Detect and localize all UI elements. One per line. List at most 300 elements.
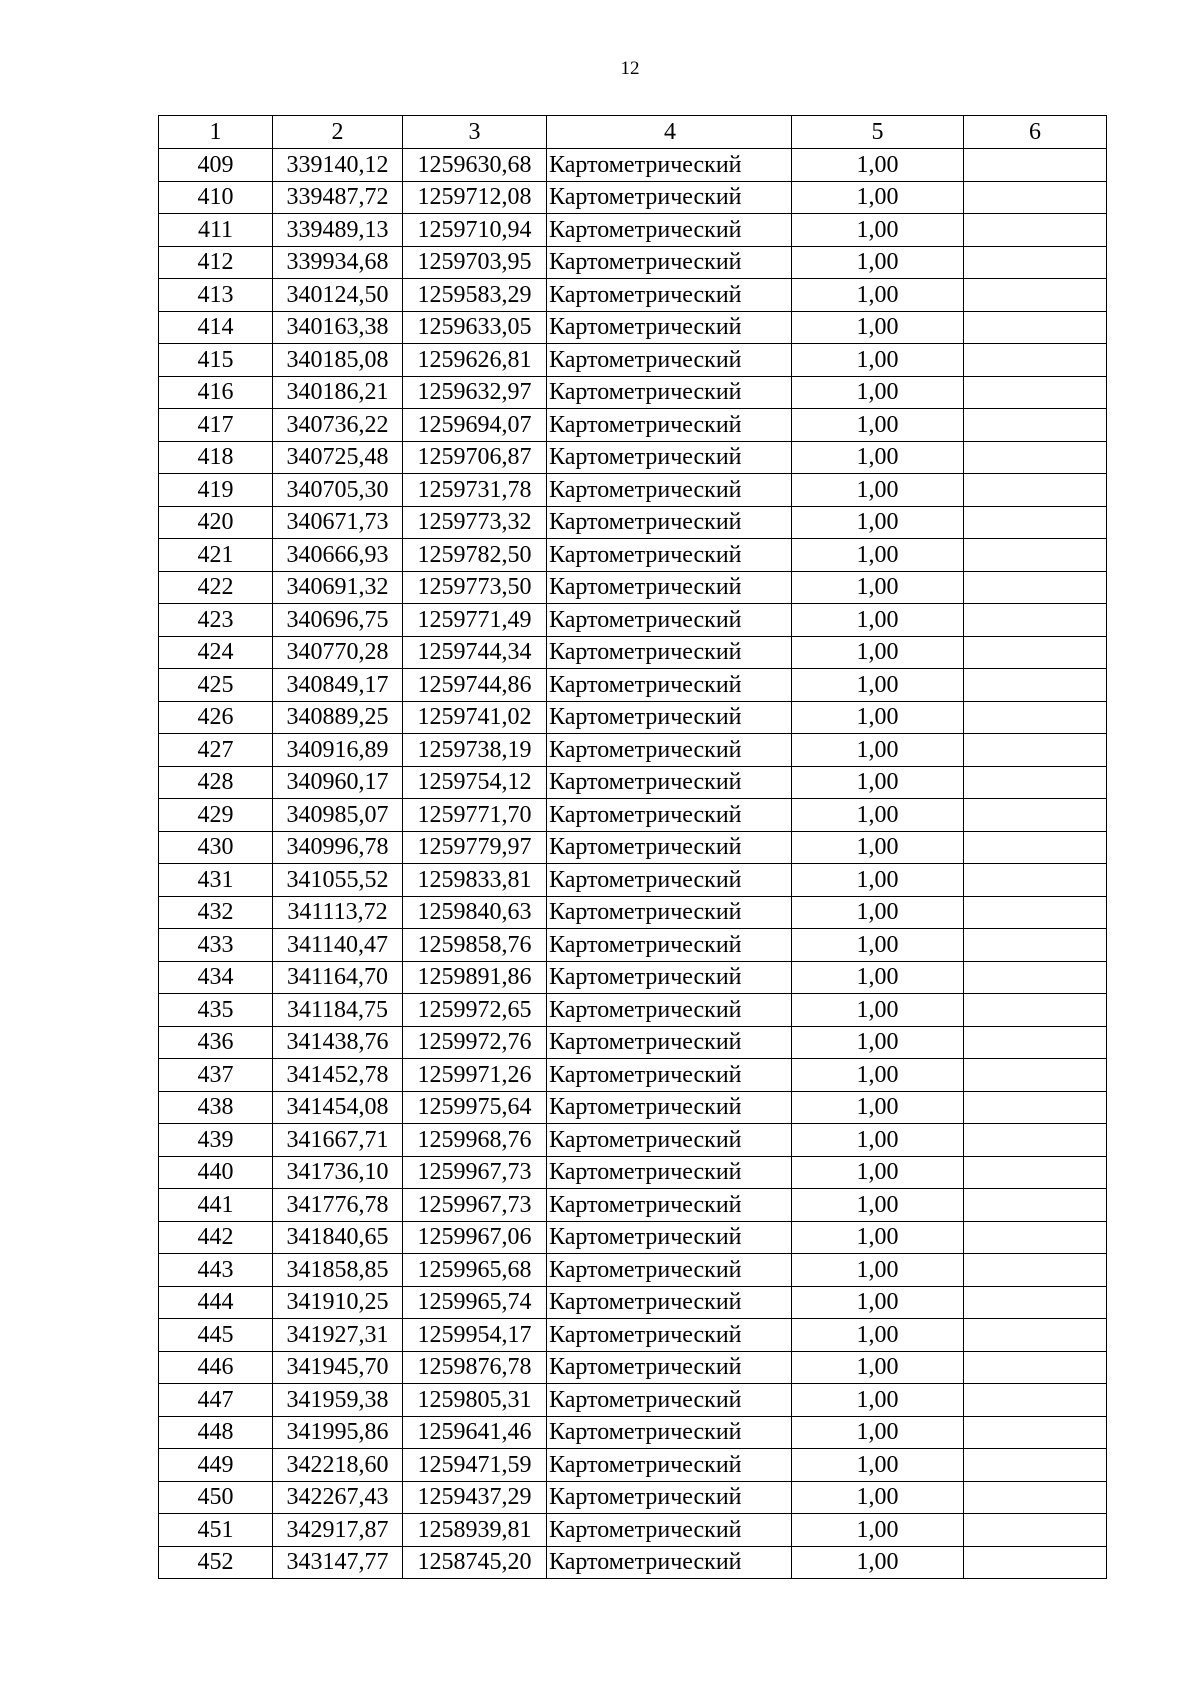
y-coordinate-cell: 1259965,68 — [403, 1254, 547, 1287]
notes-cell — [964, 181, 1107, 214]
notes-cell — [964, 571, 1107, 604]
point-number-cell: 409 — [159, 149, 273, 182]
notes-cell — [964, 344, 1107, 377]
y-coordinate-cell: 1259975,64 — [403, 1091, 547, 1124]
notes-cell — [964, 1189, 1107, 1222]
notes-cell — [964, 1286, 1107, 1319]
accuracy-cell: 1,00 — [792, 864, 964, 897]
x-coordinate-cell: 341910,25 — [273, 1286, 403, 1319]
method-cell: Картометрический — [547, 734, 792, 767]
method-cell: Картометрический — [547, 506, 792, 539]
notes-cell — [964, 474, 1107, 507]
accuracy-cell: 1,00 — [792, 1156, 964, 1189]
y-coordinate-cell: 1259773,50 — [403, 571, 547, 604]
notes-cell — [964, 506, 1107, 539]
point-number-cell: 422 — [159, 571, 273, 604]
notes-cell — [964, 1351, 1107, 1384]
method-cell: Картометрический — [547, 279, 792, 312]
y-coordinate-cell: 1259583,29 — [403, 279, 547, 312]
notes-cell — [964, 799, 1107, 832]
x-coordinate-cell: 339489,13 — [273, 214, 403, 247]
table-body — [159, 116, 1107, 1579]
method-cell: Картометрический — [547, 1481, 792, 1514]
accuracy-cell: 1,00 — [792, 539, 964, 572]
notes-cell — [964, 1319, 1107, 1352]
point-number-cell: 416 — [159, 376, 273, 409]
method-cell: Картометрический — [547, 961, 792, 994]
table-row — [159, 1156, 1107, 1189]
y-coordinate-cell: 1259744,34 — [403, 636, 547, 669]
table-row — [159, 246, 1107, 279]
method-cell: Картометрический — [547, 311, 792, 344]
y-coordinate-cell: 1259972,76 — [403, 1026, 547, 1059]
table-row — [159, 961, 1107, 994]
x-coordinate-cell: 340671,73 — [273, 506, 403, 539]
table-row — [159, 1286, 1107, 1319]
x-coordinate-cell: 342218,60 — [273, 1449, 403, 1482]
x-coordinate-cell: 341164,70 — [273, 961, 403, 994]
y-coordinate-cell: 1259744,86 — [403, 669, 547, 702]
point-number-cell: 426 — [159, 701, 273, 734]
x-coordinate-cell: 340124,50 — [273, 279, 403, 312]
y-coordinate-cell: 1259773,32 — [403, 506, 547, 539]
notes-cell — [964, 864, 1107, 897]
column-header: 4 — [547, 116, 792, 149]
notes-cell — [964, 539, 1107, 572]
table-row — [159, 1059, 1107, 1092]
x-coordinate-cell: 340185,08 — [273, 344, 403, 377]
point-number-cell: 420 — [159, 506, 273, 539]
y-coordinate-cell: 1259633,05 — [403, 311, 547, 344]
method-cell: Картометрический — [547, 474, 792, 507]
y-coordinate-cell: 1259703,95 — [403, 246, 547, 279]
point-number-cell: 450 — [159, 1481, 273, 1514]
notes-cell — [964, 961, 1107, 994]
notes-cell — [964, 279, 1107, 312]
point-number-cell: 429 — [159, 799, 273, 832]
method-cell: Картометрический — [547, 571, 792, 604]
x-coordinate-cell: 340691,32 — [273, 571, 403, 604]
table-row — [159, 636, 1107, 669]
column-header: 6 — [964, 116, 1107, 149]
accuracy-cell: 1,00 — [792, 474, 964, 507]
accuracy-cell: 1,00 — [792, 571, 964, 604]
point-number-cell: 447 — [159, 1384, 273, 1417]
x-coordinate-cell: 342267,43 — [273, 1481, 403, 1514]
method-cell: Картометрический — [547, 344, 792, 377]
notes-cell — [964, 1384, 1107, 1417]
x-coordinate-cell: 341945,70 — [273, 1351, 403, 1384]
table-row — [159, 929, 1107, 962]
y-coordinate-cell: 1259805,31 — [403, 1384, 547, 1417]
table-row — [159, 1546, 1107, 1579]
point-number-cell: 435 — [159, 994, 273, 1027]
point-number-cell: 449 — [159, 1449, 273, 1482]
method-cell: Картометрический — [547, 994, 792, 1027]
method-cell: Картометрический — [547, 1449, 792, 1482]
x-coordinate-cell: 340770,28 — [273, 636, 403, 669]
point-number-cell: 427 — [159, 734, 273, 767]
method-cell: Картометрический — [547, 1319, 792, 1352]
table-row — [159, 1449, 1107, 1482]
x-coordinate-cell: 340666,93 — [273, 539, 403, 572]
notes-cell — [964, 669, 1107, 702]
y-coordinate-cell: 1259471,59 — [403, 1449, 547, 1482]
table-row — [159, 311, 1107, 344]
x-coordinate-cell: 340736,22 — [273, 409, 403, 442]
point-number-cell: 419 — [159, 474, 273, 507]
accuracy-cell: 1,00 — [792, 149, 964, 182]
y-coordinate-cell: 1259779,97 — [403, 831, 547, 864]
point-number-cell: 439 — [159, 1124, 273, 1157]
notes-cell — [964, 311, 1107, 344]
column-header: 2 — [273, 116, 403, 149]
method-cell: Картометрический — [547, 1091, 792, 1124]
table-row — [159, 1254, 1107, 1287]
notes-cell — [964, 1091, 1107, 1124]
y-coordinate-cell: 1259968,76 — [403, 1124, 547, 1157]
method-cell: Картометрический — [547, 246, 792, 279]
table-row — [159, 1091, 1107, 1124]
method-cell: Картометрический — [547, 604, 792, 637]
y-coordinate-cell: 1259771,70 — [403, 799, 547, 832]
point-number-cell: 423 — [159, 604, 273, 637]
y-coordinate-cell: 1259754,12 — [403, 766, 547, 799]
x-coordinate-cell: 340163,38 — [273, 311, 403, 344]
table-row — [159, 864, 1107, 897]
notes-cell — [964, 1221, 1107, 1254]
point-number-cell: 436 — [159, 1026, 273, 1059]
table-row — [159, 539, 1107, 572]
x-coordinate-cell: 341438,76 — [273, 1026, 403, 1059]
notes-cell — [964, 376, 1107, 409]
method-cell: Картометрический — [547, 701, 792, 734]
point-number-cell: 444 — [159, 1286, 273, 1319]
notes-cell — [964, 1449, 1107, 1482]
x-coordinate-cell: 340985,07 — [273, 799, 403, 832]
method-cell: Картометрический — [547, 214, 792, 247]
notes-cell — [964, 636, 1107, 669]
x-coordinate-cell: 341736,10 — [273, 1156, 403, 1189]
point-number-cell: 431 — [159, 864, 273, 897]
y-coordinate-cell: 1259641,46 — [403, 1416, 547, 1449]
x-coordinate-cell: 340186,21 — [273, 376, 403, 409]
point-number-cell: 432 — [159, 896, 273, 929]
point-number-cell: 410 — [159, 181, 273, 214]
accuracy-cell: 1,00 — [792, 1254, 964, 1287]
coordinates-table — [158, 115, 1107, 1579]
method-cell: Картометрический — [547, 149, 792, 182]
y-coordinate-cell: 1259626,81 — [403, 344, 547, 377]
method-cell: Картометрический — [547, 1124, 792, 1157]
method-cell: Картометрический — [547, 669, 792, 702]
method-cell: Картометрический — [547, 1189, 792, 1222]
accuracy-cell: 1,00 — [792, 409, 964, 442]
table-row — [159, 1221, 1107, 1254]
x-coordinate-cell: 343147,77 — [273, 1546, 403, 1579]
method-cell: Картометрический — [547, 766, 792, 799]
point-number-cell: 451 — [159, 1514, 273, 1547]
point-number-cell: 438 — [159, 1091, 273, 1124]
notes-cell — [964, 734, 1107, 767]
table-row — [159, 994, 1107, 1027]
table-row — [159, 896, 1107, 929]
point-number-cell: 442 — [159, 1221, 273, 1254]
method-cell: Картометрический — [547, 376, 792, 409]
accuracy-cell: 1,00 — [792, 831, 964, 864]
method-cell: Картометрический — [547, 1059, 792, 1092]
table-row — [159, 181, 1107, 214]
point-number-cell: 448 — [159, 1416, 273, 1449]
table-row — [159, 571, 1107, 604]
table-row — [159, 149, 1107, 182]
accuracy-cell: 1,00 — [792, 1416, 964, 1449]
table-row — [159, 441, 1107, 474]
accuracy-cell: 1,00 — [792, 506, 964, 539]
x-coordinate-cell: 341927,31 — [273, 1319, 403, 1352]
table-row — [159, 506, 1107, 539]
method-cell: Картометрический — [547, 1156, 792, 1189]
accuracy-cell: 1,00 — [792, 1286, 964, 1319]
accuracy-cell: 1,00 — [792, 799, 964, 832]
accuracy-cell: 1,00 — [792, 376, 964, 409]
point-number-cell: 425 — [159, 669, 273, 702]
y-coordinate-cell: 1259833,81 — [403, 864, 547, 897]
point-number-cell: 414 — [159, 311, 273, 344]
accuracy-cell: 1,00 — [792, 1189, 964, 1222]
table-row — [159, 1026, 1107, 1059]
accuracy-cell: 1,00 — [792, 929, 964, 962]
accuracy-cell: 1,00 — [792, 994, 964, 1027]
x-coordinate-cell: 340725,48 — [273, 441, 403, 474]
method-cell: Картометрический — [547, 441, 792, 474]
notes-cell — [964, 831, 1107, 864]
notes-cell — [964, 409, 1107, 442]
accuracy-cell: 1,00 — [792, 961, 964, 994]
notes-cell — [964, 701, 1107, 734]
x-coordinate-cell: 339934,68 — [273, 246, 403, 279]
x-coordinate-cell: 340916,89 — [273, 734, 403, 767]
point-number-cell: 421 — [159, 539, 273, 572]
point-number-cell: 417 — [159, 409, 273, 442]
table-row — [159, 344, 1107, 377]
notes-cell — [964, 1156, 1107, 1189]
method-cell: Картометрический — [547, 1026, 792, 1059]
accuracy-cell: 1,00 — [792, 1449, 964, 1482]
x-coordinate-cell: 339487,72 — [273, 181, 403, 214]
x-coordinate-cell: 341840,65 — [273, 1221, 403, 1254]
notes-cell — [964, 149, 1107, 182]
x-coordinate-cell: 341452,78 — [273, 1059, 403, 1092]
x-coordinate-cell: 340696,75 — [273, 604, 403, 637]
x-coordinate-cell: 341113,72 — [273, 896, 403, 929]
y-coordinate-cell: 1259972,65 — [403, 994, 547, 1027]
table-row — [159, 1124, 1107, 1157]
table-row — [159, 474, 1107, 507]
notes-cell — [964, 604, 1107, 637]
column-header: 3 — [403, 116, 547, 149]
accuracy-cell: 1,00 — [792, 1546, 964, 1579]
y-coordinate-cell: 1259630,68 — [403, 149, 547, 182]
point-number-cell: 433 — [159, 929, 273, 962]
accuracy-cell: 1,00 — [792, 441, 964, 474]
table-row — [159, 799, 1107, 832]
accuracy-cell: 1,00 — [792, 734, 964, 767]
accuracy-cell: 1,00 — [792, 1221, 964, 1254]
y-coordinate-cell: 1259954,17 — [403, 1319, 547, 1352]
accuracy-cell: 1,00 — [792, 246, 964, 279]
accuracy-cell: 1,00 — [792, 636, 964, 669]
table-row — [159, 1481, 1107, 1514]
method-cell: Картометрический — [547, 1254, 792, 1287]
accuracy-cell: 1,00 — [792, 701, 964, 734]
table-row — [159, 409, 1107, 442]
x-coordinate-cell: 340889,25 — [273, 701, 403, 734]
point-number-cell: 440 — [159, 1156, 273, 1189]
accuracy-cell: 1,00 — [792, 766, 964, 799]
x-coordinate-cell: 340996,78 — [273, 831, 403, 864]
table-row — [159, 1514, 1107, 1547]
method-cell: Картометрический — [547, 1384, 792, 1417]
method-cell: Картометрический — [547, 831, 792, 864]
y-coordinate-cell: 1259782,50 — [403, 539, 547, 572]
x-coordinate-cell: 339140,12 — [273, 149, 403, 182]
y-coordinate-cell: 1259710,94 — [403, 214, 547, 247]
page-number: 12 — [620, 58, 640, 79]
method-cell: Картометрический — [547, 896, 792, 929]
y-coordinate-cell: 1259891,86 — [403, 961, 547, 994]
table-row — [159, 766, 1107, 799]
notes-cell — [964, 766, 1107, 799]
accuracy-cell: 1,00 — [792, 669, 964, 702]
method-cell: Картометрический — [547, 864, 792, 897]
y-coordinate-cell: 1259712,08 — [403, 181, 547, 214]
table-row — [159, 701, 1107, 734]
y-coordinate-cell: 1259771,49 — [403, 604, 547, 637]
method-cell: Картометрический — [547, 1546, 792, 1579]
x-coordinate-cell: 341858,85 — [273, 1254, 403, 1287]
method-cell: Картометрический — [547, 929, 792, 962]
method-cell: Картометрический — [547, 181, 792, 214]
accuracy-cell: 1,00 — [792, 1059, 964, 1092]
accuracy-cell: 1,00 — [792, 311, 964, 344]
y-coordinate-cell: 1259840,63 — [403, 896, 547, 929]
notes-cell — [964, 441, 1107, 474]
y-coordinate-cell: 1259967,06 — [403, 1221, 547, 1254]
table-row — [159, 604, 1107, 637]
method-cell: Картометрический — [547, 1351, 792, 1384]
point-number-cell: 413 — [159, 279, 273, 312]
method-cell: Картометрический — [547, 409, 792, 442]
notes-cell — [964, 1254, 1107, 1287]
point-number-cell: 445 — [159, 1319, 273, 1352]
point-number-cell: 452 — [159, 1546, 273, 1579]
method-cell: Картометрический — [547, 1221, 792, 1254]
x-coordinate-cell: 341667,71 — [273, 1124, 403, 1157]
y-coordinate-cell: 1259876,78 — [403, 1351, 547, 1384]
notes-cell — [964, 1059, 1107, 1092]
accuracy-cell: 1,00 — [792, 279, 964, 312]
table-row — [159, 831, 1107, 864]
point-number-cell: 428 — [159, 766, 273, 799]
point-number-cell: 430 — [159, 831, 273, 864]
method-cell: Картометрический — [547, 1514, 792, 1547]
accuracy-cell: 1,00 — [792, 1384, 964, 1417]
y-coordinate-cell: 1258939,81 — [403, 1514, 547, 1547]
accuracy-cell: 1,00 — [792, 181, 964, 214]
table-row — [159, 1319, 1107, 1352]
table-row — [159, 214, 1107, 247]
x-coordinate-cell: 341184,75 — [273, 994, 403, 1027]
x-coordinate-cell: 341055,52 — [273, 864, 403, 897]
notes-cell — [964, 1026, 1107, 1059]
method-cell: Картометрический — [547, 1286, 792, 1319]
method-cell: Картометрический — [547, 799, 792, 832]
point-number-cell: 418 — [159, 441, 273, 474]
point-number-cell: 411 — [159, 214, 273, 247]
table-row — [159, 1384, 1107, 1417]
x-coordinate-cell: 341454,08 — [273, 1091, 403, 1124]
accuracy-cell: 1,00 — [792, 1026, 964, 1059]
method-cell: Картометрический — [547, 636, 792, 669]
y-coordinate-cell: 1259967,73 — [403, 1189, 547, 1222]
point-number-cell: 446 — [159, 1351, 273, 1384]
table-row — [159, 279, 1107, 312]
x-coordinate-cell: 340705,30 — [273, 474, 403, 507]
notes-cell — [964, 1124, 1107, 1157]
y-coordinate-cell: 1259731,78 — [403, 474, 547, 507]
table-row — [159, 1351, 1107, 1384]
notes-cell — [964, 1546, 1107, 1579]
point-number-cell: 412 — [159, 246, 273, 279]
method-cell: Картометрический — [547, 539, 792, 572]
x-coordinate-cell: 341959,38 — [273, 1384, 403, 1417]
point-number-cell: 424 — [159, 636, 273, 669]
accuracy-cell: 1,00 — [792, 604, 964, 637]
accuracy-cell: 1,00 — [792, 1319, 964, 1352]
accuracy-cell: 1,00 — [792, 1481, 964, 1514]
y-coordinate-cell: 1259967,73 — [403, 1156, 547, 1189]
table-row — [159, 734, 1107, 767]
accuracy-cell: 1,00 — [792, 1351, 964, 1384]
table-row — [159, 1189, 1107, 1222]
y-coordinate-cell: 1259632,97 — [403, 376, 547, 409]
accuracy-cell: 1,00 — [792, 1514, 964, 1547]
y-coordinate-cell: 1259971,26 — [403, 1059, 547, 1092]
point-number-cell: 443 — [159, 1254, 273, 1287]
y-coordinate-cell: 1259858,76 — [403, 929, 547, 962]
accuracy-cell: 1,00 — [792, 896, 964, 929]
y-coordinate-cell: 1259965,74 — [403, 1286, 547, 1319]
accuracy-cell: 1,00 — [792, 344, 964, 377]
notes-cell — [964, 1416, 1107, 1449]
accuracy-cell: 1,00 — [792, 1124, 964, 1157]
y-coordinate-cell: 1259437,29 — [403, 1481, 547, 1514]
y-coordinate-cell: 1259706,87 — [403, 441, 547, 474]
accuracy-cell: 1,00 — [792, 1091, 964, 1124]
notes-cell — [964, 1481, 1107, 1514]
y-coordinate-cell: 1259694,07 — [403, 409, 547, 442]
notes-cell — [964, 246, 1107, 279]
table-row — [159, 1416, 1107, 1449]
table-header-row — [159, 116, 1107, 149]
accuracy-cell: 1,00 — [792, 214, 964, 247]
y-coordinate-cell: 1259741,02 — [403, 701, 547, 734]
y-coordinate-cell: 1259738,19 — [403, 734, 547, 767]
column-header: 5 — [792, 116, 964, 149]
notes-cell — [964, 214, 1107, 247]
x-coordinate-cell: 340849,17 — [273, 669, 403, 702]
